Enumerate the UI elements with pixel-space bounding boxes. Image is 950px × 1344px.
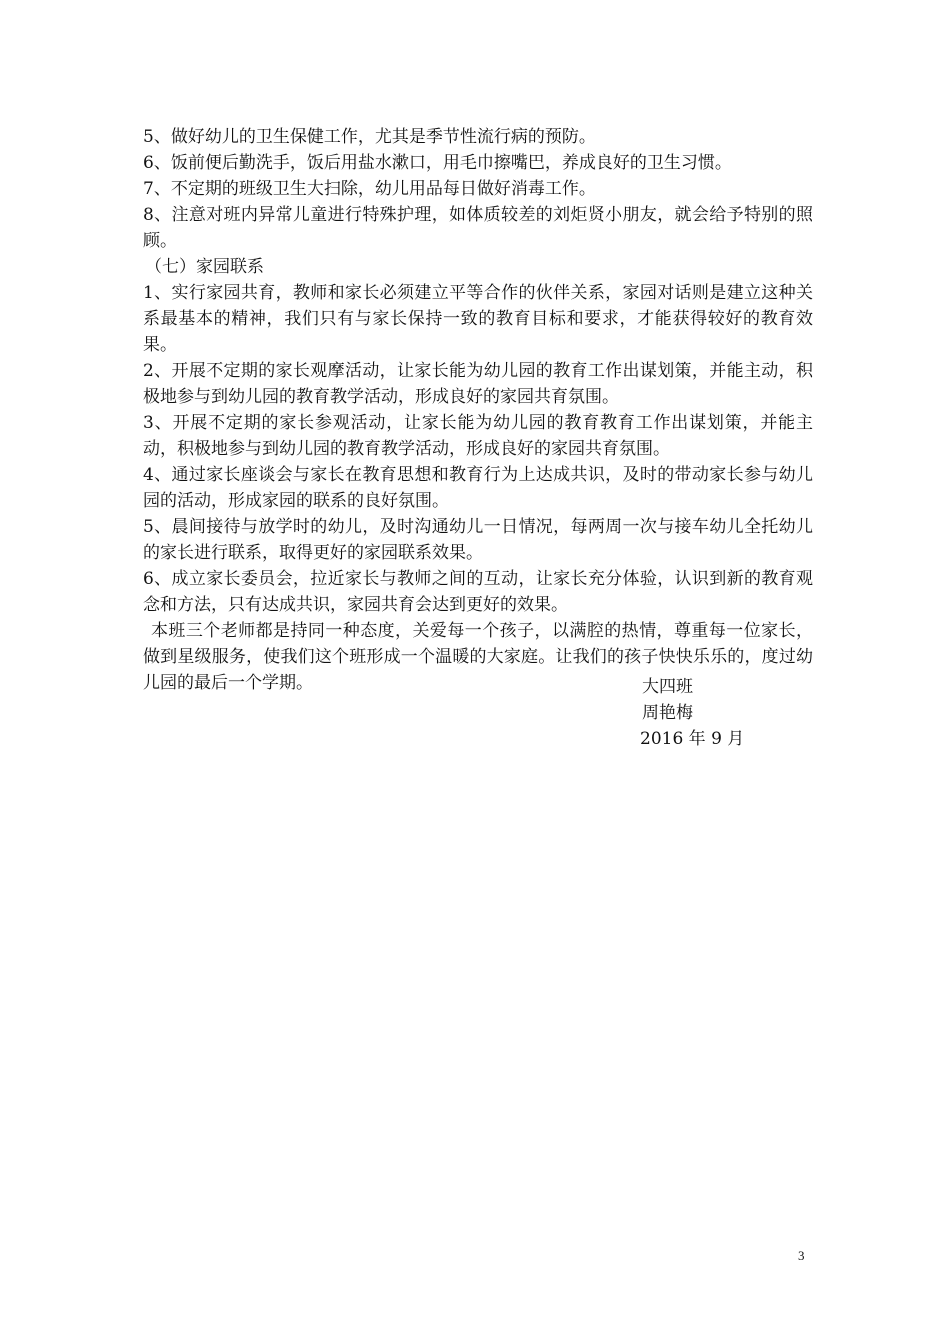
- page-number: 3: [798, 1248, 805, 1263]
- signature-date: 2016 年 9 月: [640, 729, 745, 749]
- signature-class: 大四班: [642, 677, 693, 697]
- paragraph-closing: 本班三个老师都是持同一种态度，关爱每一个孩子，以满腔的热情，尊重每一位家长，做到星级服务，使我们这个班形成一个温暖的大家庭。让我们的孩子快快乐乐的，度过幼儿园的最后一个学期。: [143, 621, 813, 693]
- paragraph-hygiene-8: 8、注意对班内异常儿童进行特殊护理，如体质较差的刘炬贤小朋友，就会给予特别的照顾。: [143, 205, 813, 251]
- paragraph-contact-4: 4、通过家长座谈会与家长在教育思想和教育行为上达成共识，及时的带动家长参与幼儿园的活动，形成家园的联系的良好氛围。: [143, 465, 813, 511]
- section-heading-home-school: （七）家园联系: [145, 257, 264, 277]
- paragraph-contact-3: 3、开展不定期的家长参观活动，让家长能为幼儿园的教育教育工作出谋划策，并能主动，积极地参与到幼儿园的教育教学活动，形成良好的家园共育氛围。: [143, 413, 813, 459]
- paragraph-hygiene-6: 6、饭前便后勤洗手，饭后用盐水漱口，用毛巾擦嘴巴，养成良好的卫生习惯。: [143, 153, 732, 173]
- paragraph-contact-5: 5、晨间接待与放学时的幼儿，及时沟通幼儿一日情况，每两周一次与接车幼儿全托幼儿的家长进行联系，取得更好的家园联系效果。: [143, 517, 813, 563]
- document-body: [143, 124, 813, 696]
- paragraph-hygiene-5: 5、做好幼儿的卫生保健工作，尤其是季节性流行病的预防。: [143, 127, 596, 147]
- signature-block: [640, 674, 800, 752]
- paragraph-contact-1: 1、实行家园共育，教师和家长必须建立平等合作的伙伴关系，家园对话则是建立这种关系最基本的精神，我们只有与家长保持一致的教育目标和要求，才能获得较好的教育效果。: [143, 283, 813, 355]
- paragraph-contact-2: 2、开展不定期的家长观摩活动，让家长能为幼儿园的教育工作出谋划策，并能主动，积极地参与到幼儿园的教育教学活动，形成良好的家园共育氛围。: [143, 361, 813, 407]
- signature-author: 周艳梅: [642, 703, 693, 723]
- paragraph-hygiene-7: 7、不定期的班级卫生大扫除，幼儿用品每日做好消毒工作。: [143, 179, 596, 199]
- paragraph-contact-6: 6、成立家长委员会，拉近家长与教师之间的互动，让家长充分体验，认识到新的教育观念和方法，只有达成共识，家园共育会达到更好的效果。: [143, 569, 813, 615]
